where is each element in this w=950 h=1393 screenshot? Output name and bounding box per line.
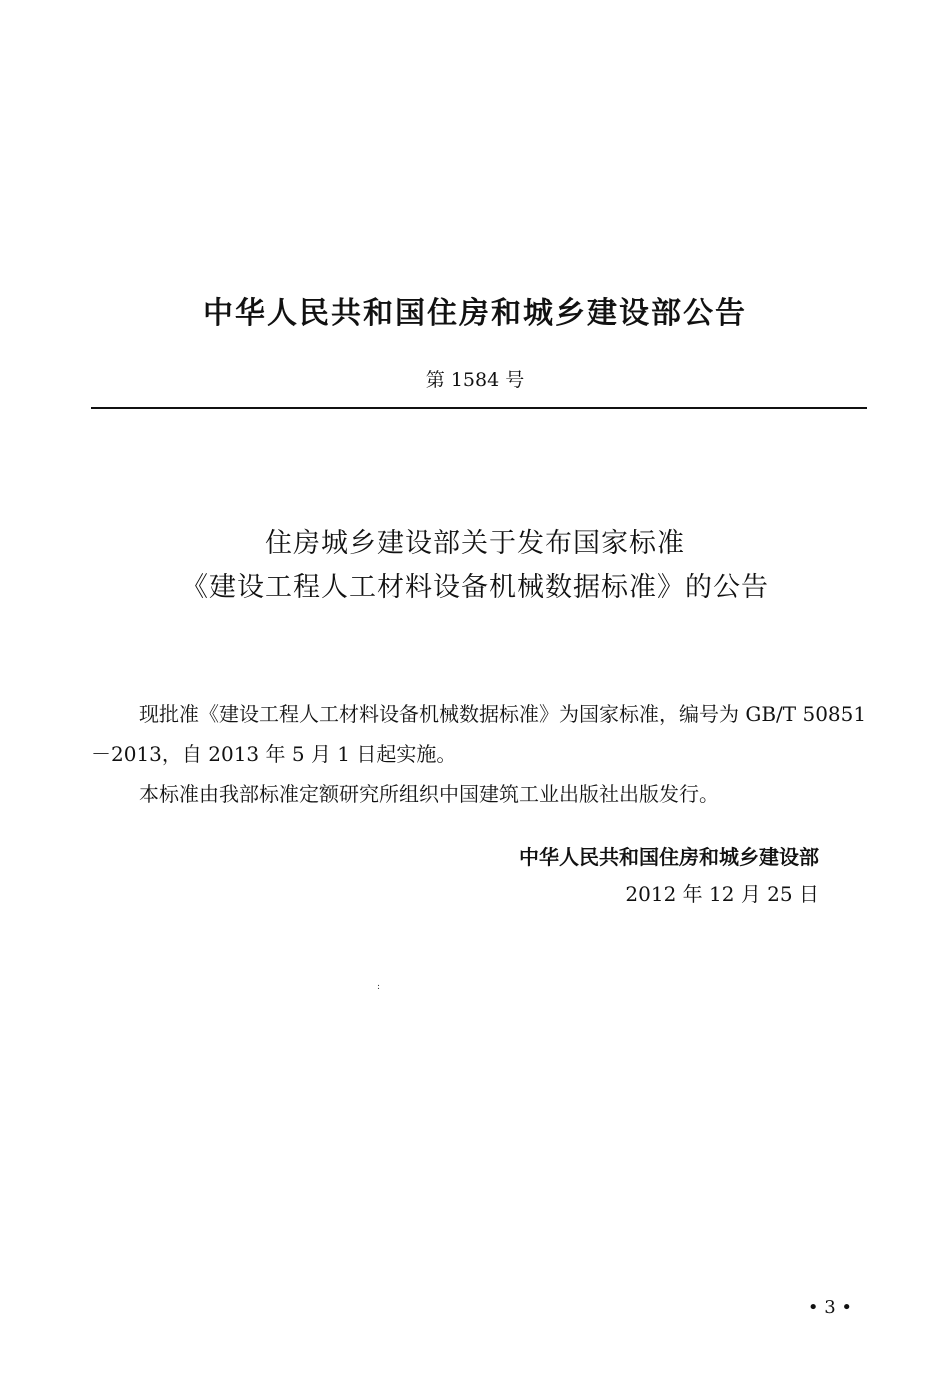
issue-date: 2012 年 12 月 25 日 <box>625 882 819 906</box>
header-divider <box>91 407 867 409</box>
announcement-subject <box>0 522 950 610</box>
body-paragraph-approval: 现批准《建设工程人工材料设备机械数据标准》为国家标准，编号为 GB/T 50851－2013，自 2013 年 5 月 1 日起实施。 <box>91 702 867 766</box>
announcement-number: 第 1584 号 <box>425 369 525 391</box>
issuing-organization: 中华人民共和国住房和城乡建设部 <box>519 845 819 869</box>
announcement-body <box>91 694 869 814</box>
subject-line-2: 《建设工程人工材料设备机械数据标准》的公告 <box>181 572 769 603</box>
signature-block <box>519 838 819 912</box>
page-number: • 3 • <box>807 1297 852 1318</box>
subject-line-1: 住房城乡建设部关于发布国家标准 <box>265 528 685 559</box>
announcement-title: 中华人民共和国住房和城乡建设部公告 <box>203 296 747 331</box>
scan-speck: : <box>377 982 381 992</box>
body-paragraph-publication: 本标准由我部标准定额研究所组织中国建筑工业出版社出版发行。 <box>139 782 719 806</box>
